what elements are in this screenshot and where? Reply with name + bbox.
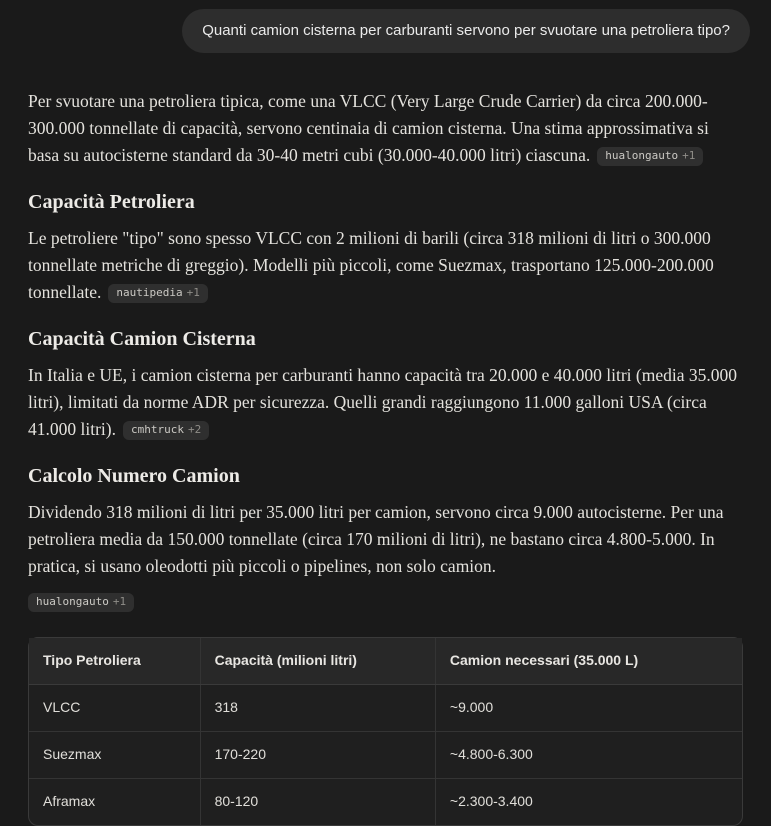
paragraph-text: In Italia e UE, i camion cisterna per carburanti hanno capacità tra 20.000 e 40.000 litri (media 35.000 litri), limitati da norme ADR per sicurezza. Quelli grandi raggiungono 11.000 galloni USA (circa 41.000 litri). — [28, 365, 737, 439]
tanker-comparison-table — [28, 637, 743, 826]
paragraph-intro-text: Per svuotare una petroliera tipica, come una VLCC (Very Large Crude Carrier) da circa 200.000-300.000 tonnellate di capacità, servono centinaia di camion cisterna. Una stima approssimativa si basa su autocisterne standard da 30-40 metri cubi (30.000-40.000 litri) ciascuna. — [28, 91, 709, 165]
section-heading-capacita-petroliera: Capacità Petroliera — [28, 191, 195, 213]
citation-source-label: cmhtruck — [130, 423, 184, 436]
cell-tipo: Aframax — [29, 779, 200, 826]
cell-capacita: 318 — [200, 685, 435, 732]
paragraph-text: Le petroliere "tipo" sono spesso VLCC con 2 milioni di barili (circa 318 milioni di litri o 300.000 tonnellate metriche di greggio). Modelli più piccoli, come Suezmax, trasportano 125.000-200.000 tonnellate. — [28, 228, 714, 302]
paragraph-capacita-camion-cisterna — [28, 362, 743, 443]
section-heading-calcolo-numero-camion: Calcolo Numero Camion — [28, 465, 240, 487]
citation-badge[interactable] — [108, 284, 207, 303]
data-table — [29, 638, 742, 825]
cell-capacita: 170-220 — [200, 732, 435, 779]
cell-camion: ~2.300-3.400 — [449, 793, 533, 809]
citation-source-label: hualongauto — [605, 149, 679, 162]
citation-badge-row — [28, 588, 743, 615]
assistant-response — [0, 53, 771, 826]
citation-source-label: hualongauto — [36, 595, 109, 608]
table-row — [29, 779, 742, 826]
user-message-bubble — [182, 9, 750, 53]
section-heading-capacita-camion-cisterna: Capacità Camion Cisterna — [28, 328, 256, 350]
table-row — [29, 685, 742, 732]
citation-source-label: nautipedia — [116, 286, 183, 299]
citation-count: +1 — [112, 595, 127, 608]
paragraph-intro — [28, 88, 743, 169]
column-header-tipo-petroliera: Tipo Petroliera — [29, 638, 200, 685]
column-header-capacita: Capacità (milioni litri) — [200, 638, 435, 685]
citation-count: +2 — [187, 423, 202, 436]
citation-count: +1 — [186, 286, 200, 299]
cell-tipo: VLCC — [29, 685, 200, 732]
cell-tipo: Suezmax — [29, 732, 200, 779]
paragraph-calcolo-numero-camion — [28, 499, 743, 580]
cell-capacita: 80-120 — [200, 779, 435, 826]
paragraph-text: Dividendo 318 milioni di litri per 35.000 litri per camion, servono circa 9.000 autocisterne. Per una petroliera media da 150.000 tonnellate (circa 170 milioni di litri), ne bastano circa 4.800-5.000. In pratica, si usano oleodotti più piccoli o pipelines, non solo camion. — [28, 502, 724, 576]
paragraph-capacita-petroliera — [28, 225, 743, 306]
table-row — [29, 732, 742, 779]
citation-count: +1 — [682, 149, 696, 162]
citation-badge[interactable] — [597, 147, 703, 166]
citation-badge[interactable] — [123, 421, 209, 440]
citation-badge[interactable] — [28, 593, 134, 612]
table-header-row — [29, 638, 742, 685]
cell-camion: ~9.000 — [435, 685, 742, 732]
user-message-row — [0, 0, 771, 53]
column-header-camion-necessari: Camion necessari (35.000 L) — [435, 638, 742, 685]
cell-camion: ~4.800-6.300 — [435, 732, 742, 779]
user-message-text: Quanti camion cisterna per carburanti servono per svuotare una petroliera tipo? — [202, 22, 730, 39]
